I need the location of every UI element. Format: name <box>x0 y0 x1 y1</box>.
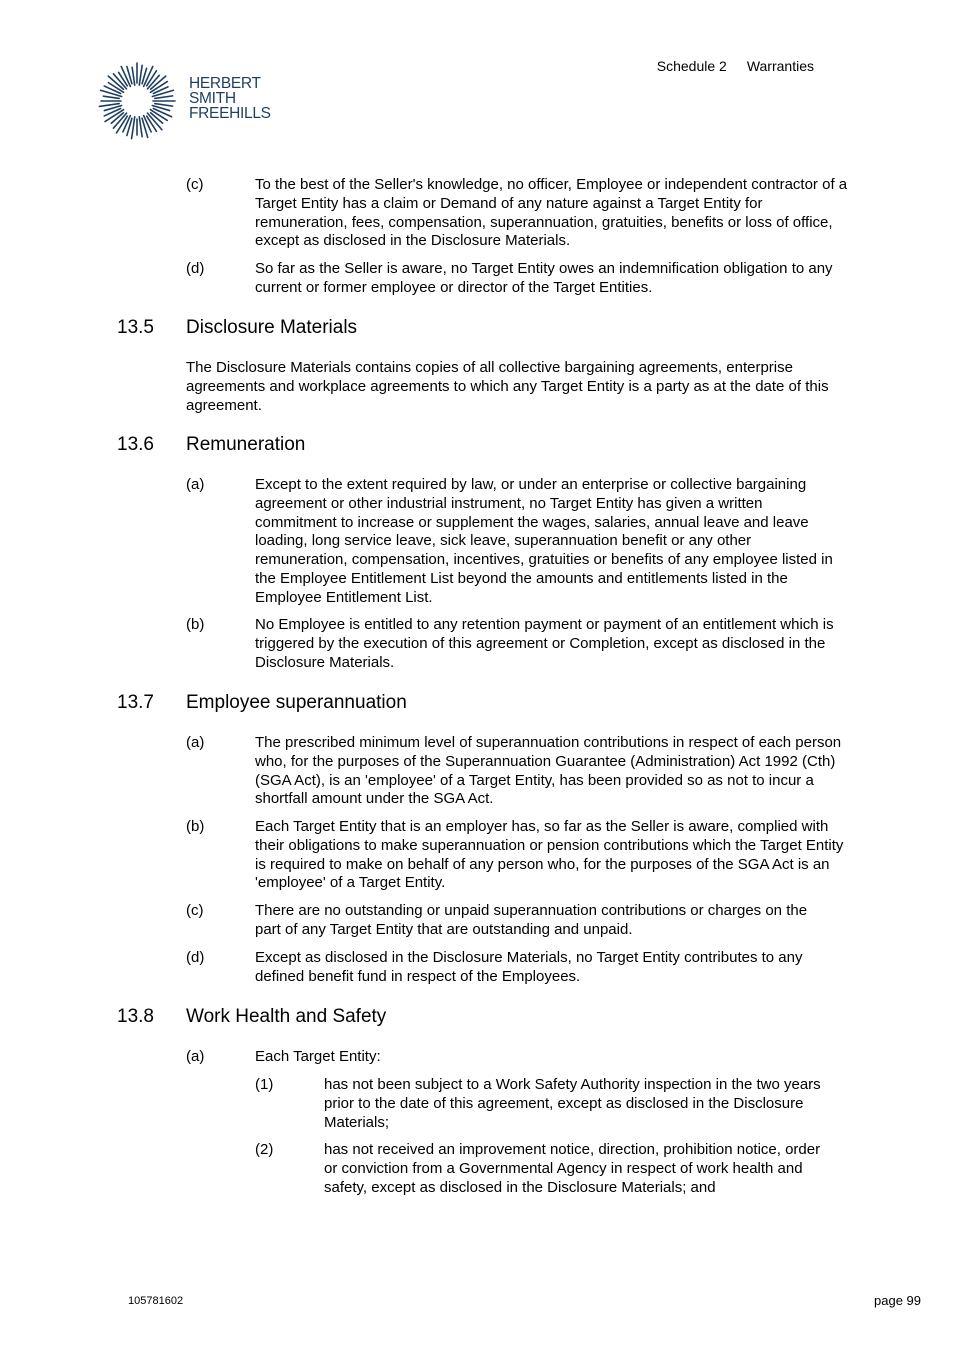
section-number: 13.8 <box>117 1006 154 1027</box>
logo-ray <box>132 67 135 85</box>
logo-ray <box>103 96 119 98</box>
logo-line-3: FREEHILLS <box>189 105 271 122</box>
page-number: page 99 <box>874 1293 921 1308</box>
clause-text: The prescribed minimum level of superannuation contributions in respect of each person who, for the purposes of the Superannuation Guarantee (Administration) Act 1992 (Cth) (SGA Act), is an 'employee' of a Target Entity, has been provided so as not to incur a shortfall amount under the SGA Act. <box>255 734 842 808</box>
logo-ray <box>155 96 173 99</box>
item-label: (a) <box>186 476 205 493</box>
subclause-text: has not been subject to a Work Safety Authority inspection in the two years prior to the date of this agreement, except as disclosed in the Disclosure Materials; <box>324 1076 821 1131</box>
clause-text: Except as disclosed in the Disclosure Materials, no Target Entity contributes to any defined benefit fund in respect of the Employees. <box>255 949 803 985</box>
section-number: 13.6 <box>117 434 154 455</box>
item-label: (a) <box>186 734 205 751</box>
item-label: (b) <box>186 616 205 633</box>
logo-ray <box>99 104 119 107</box>
section-title: Disclosure Materials <box>186 317 358 338</box>
item-label: (c) <box>186 176 204 193</box>
section-title: Employee superannuation <box>186 692 407 713</box>
item-label: (c) <box>186 902 204 919</box>
subitem-label: (2) <box>255 1141 274 1158</box>
clause-text: So far as the Seller is aware, no Target Entity owes an indemnification obligation to any current or former employee or director of the Target Entities. <box>255 260 833 296</box>
item-label: (d) <box>186 949 205 966</box>
subclause-text: has not received an improvement notice, direction, prohibition notice, order or conviction from a Governmental Agency in respect of work health and safety, except as disclosed in the Disclosure Materials; and <box>324 1141 821 1196</box>
clause-text: Except to the extent required by law, or under an enterprise or collective bargaining agreement or other industrial instrument, no Target Entity has given a written commitment to increase or supplement the wages, salaries, annual leave and leave loading, long service leave, sick leave, superannuation benefit or any other remuneration, compensation, incentives, gratuities or benefits of any employee listed in the Employee Entitlement List beyond the amounts and entitlements listed in the Employee Entitlement List. <box>255 476 833 606</box>
section-title: Remuneration <box>186 434 306 455</box>
subitem-label: (1) <box>255 1076 274 1093</box>
logo-line-1: HERBERT <box>189 75 261 92</box>
starburst-logo-icon <box>97 58 177 144</box>
section-paragraph: The Disclosure Materials contains copies of all collective bargaining agreements, enterprise agreements and workplace agreements to which any Target Entity is a party as at the date of this agreement. <box>186 359 829 414</box>
section-label: Warranties <box>746 58 814 74</box>
item-label: (b) <box>186 818 205 835</box>
logo-line-2: SMITH <box>189 90 236 107</box>
running-header <box>657 58 814 74</box>
item-label: (a) <box>186 1048 205 1065</box>
document-id: 105781602 <box>128 1295 184 1307</box>
logo <box>97 58 287 148</box>
section-title: Work Health and Safety <box>186 1006 387 1027</box>
section-number: 13.5 <box>117 317 154 338</box>
clause-text: No Employee is entitled to any retention payment or payment of an entitlement which is triggered by the execution of this agreement or Completion, except as disclosed in the Disclosure Materials. <box>255 616 834 671</box>
clause-text: Each Target Entity that is an employer has, so far as the Seller is aware, complied with their obligations to make superannuation or pension contributions which the Target Entity is required to make on behalf of any person who, for the purposes of the SGA Act is an 'employee' of a Target Entity. <box>255 818 844 892</box>
clause-text: Each Target Entity: <box>255 1048 381 1065</box>
clause-text: There are no outstanding or unpaid superannuation contributions or charges on the part of any Target Entity that are outstanding and unpaid. <box>255 902 808 938</box>
schedule-label: Schedule 2 <box>656 58 727 74</box>
section-number: 13.7 <box>117 692 154 713</box>
logo-wordmark <box>189 76 271 121</box>
clause-text: To the best of the Seller's knowledge, no officer, Employee or independent contractor of a Target Entity has a claim or Demand of any nature against a Target Entity for remuneration, fees, compensation, superannuation, gratuities, benefits or loss of office, except as disclosed in the Disclosure Materials. <box>255 176 848 250</box>
logo-ray <box>155 104 173 107</box>
item-label: (d) <box>186 260 205 277</box>
